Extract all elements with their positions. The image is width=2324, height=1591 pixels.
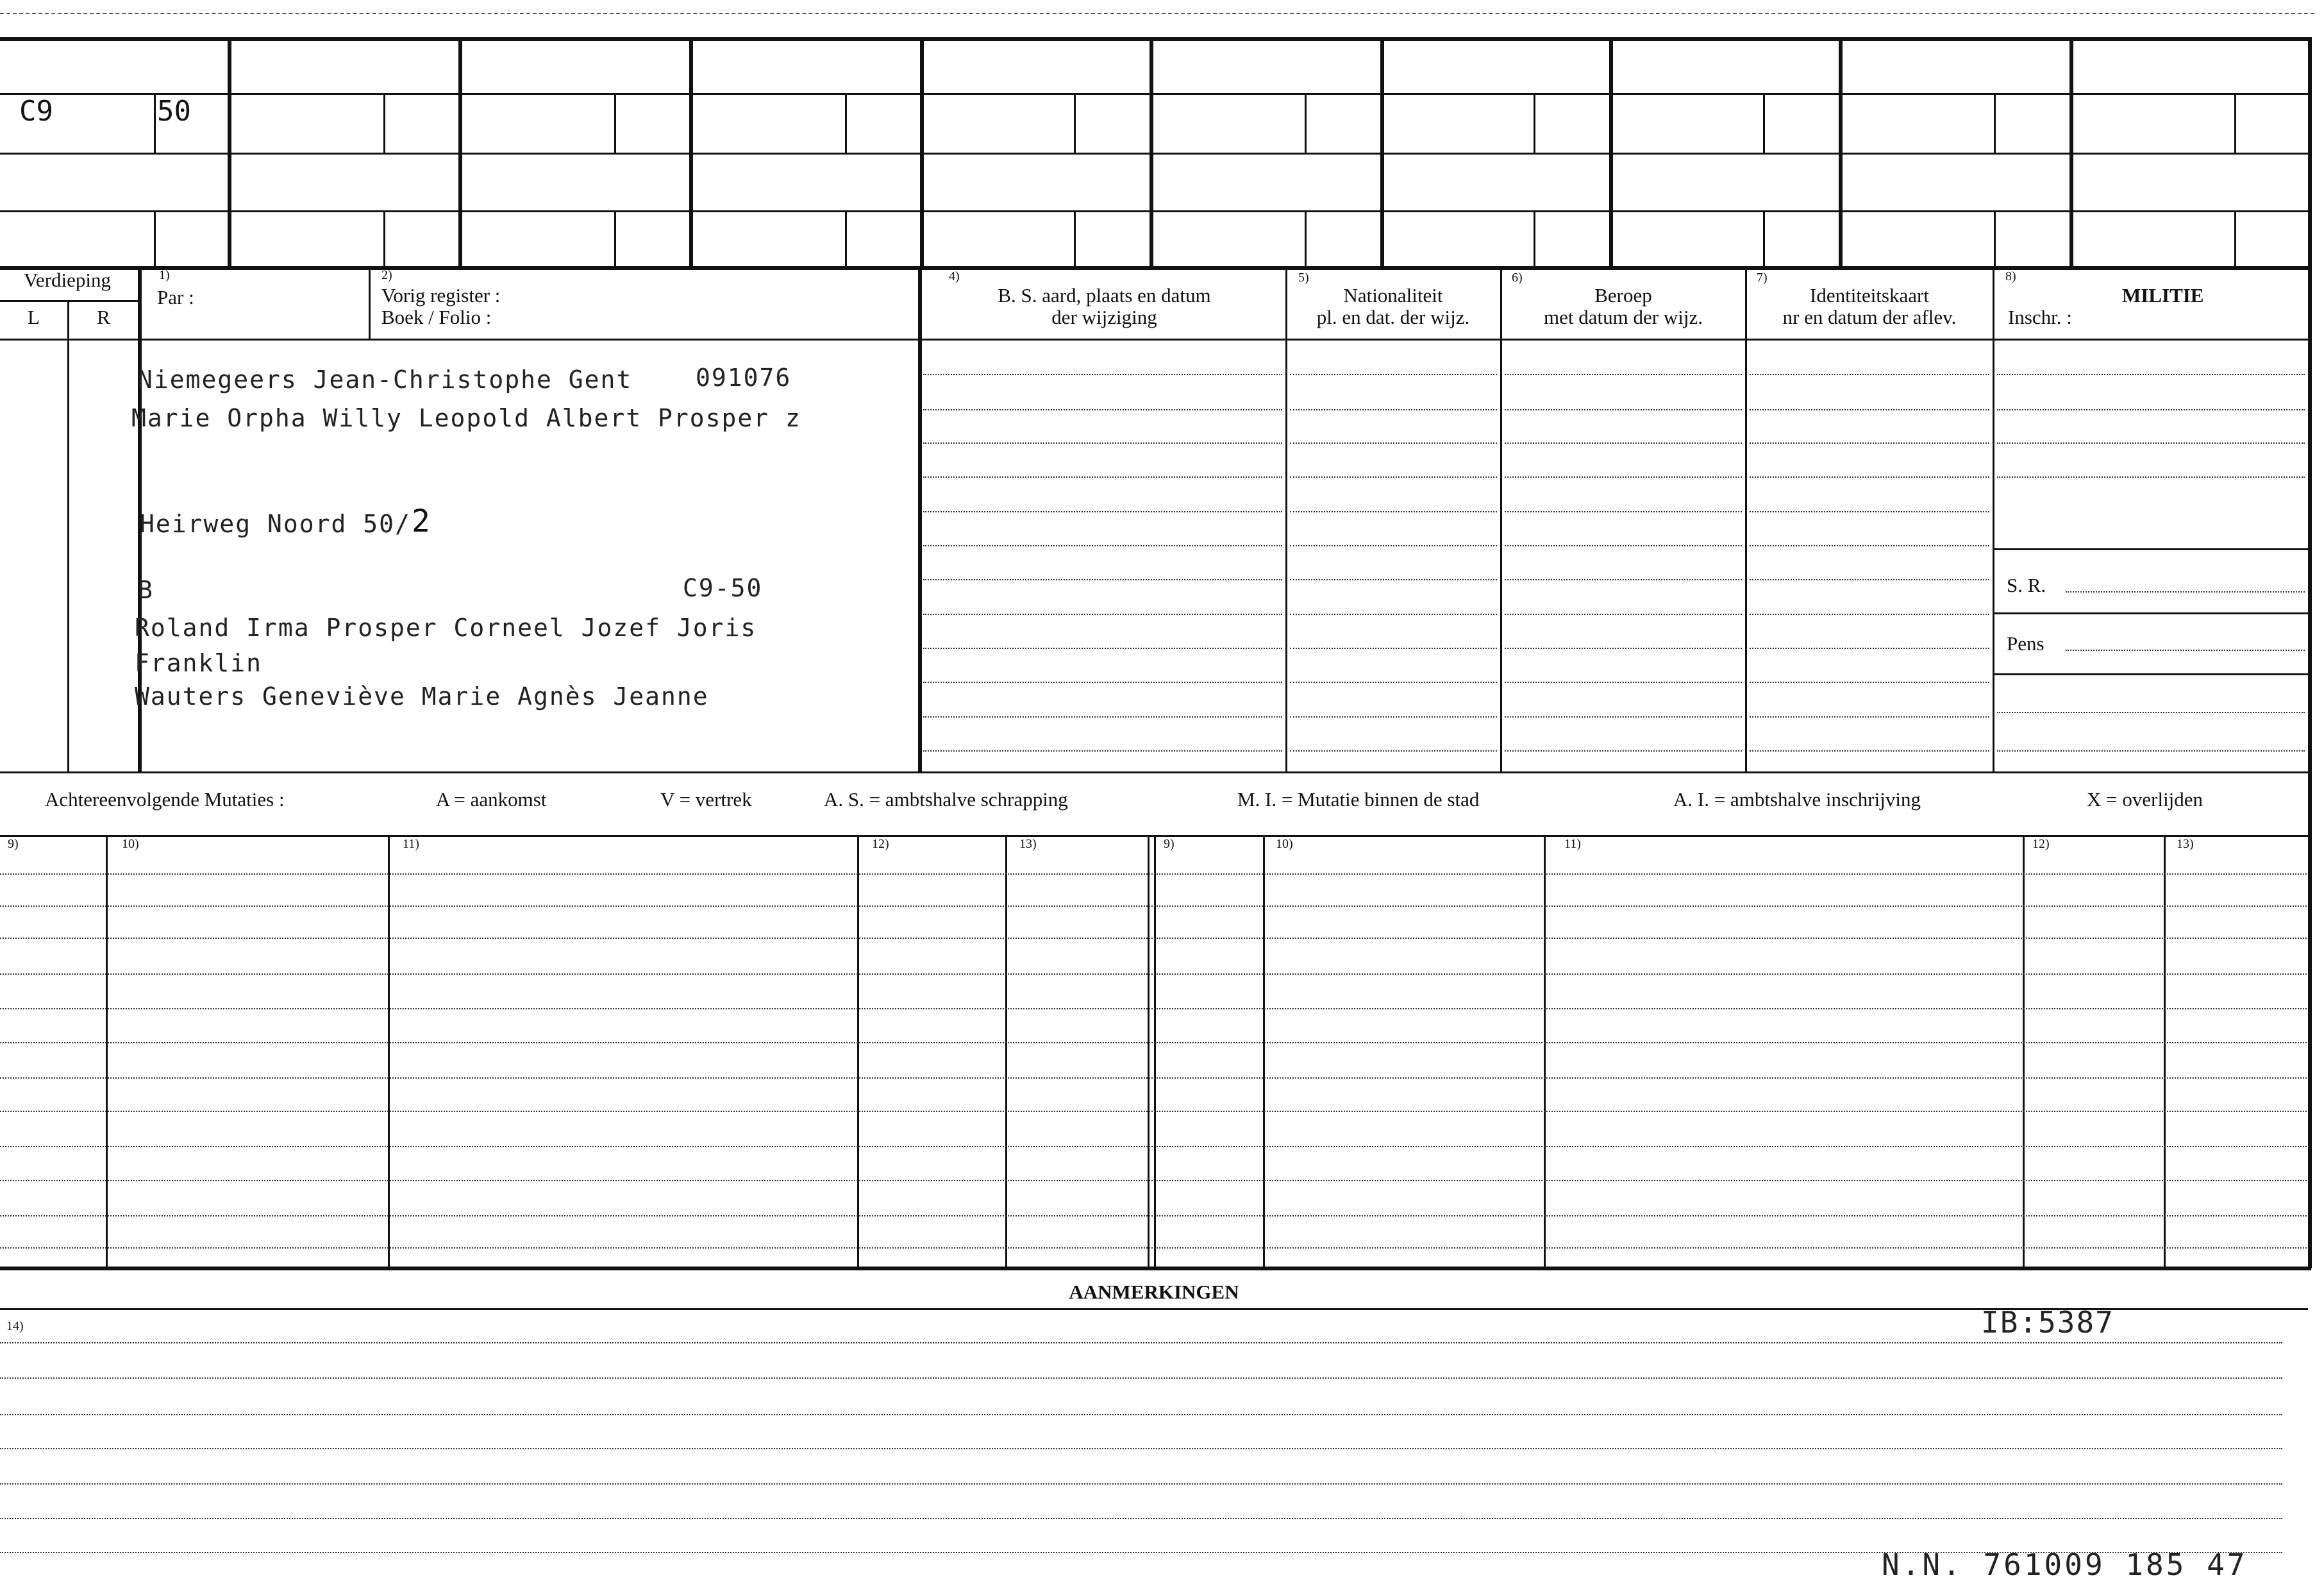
- beroep-label-1: Beroep: [1594, 284, 1652, 307]
- top-grid-subcol: [2234, 93, 2236, 153]
- record-line-1: Niemegeers Jean-Christophe Gent: [138, 366, 633, 394]
- top-grid-col: [920, 37, 924, 268]
- par-vorig-divider: [369, 266, 371, 339]
- top-grid-row-line: [0, 93, 2311, 95]
- id-label-1: Identiteitskaart: [1810, 284, 1929, 307]
- bs-rule: [923, 579, 1282, 580]
- militie-label: MILITIE: [2122, 284, 2204, 307]
- remarks-rule: [0, 1448, 2282, 1449]
- top-grid-col: [1609, 37, 1613, 268]
- nat-rule: [1290, 579, 1497, 580]
- mut-rule: [0, 1180, 2307, 1181]
- nat-rule: [1290, 442, 1497, 444]
- top-grid-subcol: [1534, 210, 1535, 268]
- militie-rule: [1997, 712, 2305, 713]
- col-r-label: R: [97, 306, 110, 328]
- id-rule: [1750, 579, 1989, 580]
- mut-right-11: 11): [1564, 837, 1581, 851]
- nat-rule: [1290, 545, 1497, 546]
- top-grid-col: [228, 37, 231, 268]
- legend-x: X = overlijden: [2087, 788, 2203, 811]
- id-rule: [1750, 682, 1989, 683]
- mut-left-12: 12): [872, 837, 889, 851]
- mut-right-9: 9): [1164, 837, 1175, 851]
- mut-col: [1263, 835, 1265, 1268]
- nat-rule: [1290, 716, 1497, 718]
- mut-left-9: 9): [8, 837, 19, 851]
- bs-label-2: der wijziging: [1051, 306, 1157, 328]
- col-l-label: L: [28, 306, 40, 328]
- top-grid-subcol: [1305, 210, 1307, 268]
- bs-rule: [923, 442, 1282, 444]
- remarks-header-line: [0, 1308, 2308, 1310]
- record-bottom: [0, 771, 2311, 773]
- record-address: Heirweg Noord 50/: [140, 510, 411, 538]
- mut-rule: [0, 1215, 2307, 1216]
- n1: 1): [159, 268, 170, 282]
- mut-rule: [0, 873, 2307, 875]
- top-grid-col: [1839, 37, 1843, 268]
- militie-rule: [1997, 374, 2305, 375]
- beroep-label-2: met datum der wijz.: [1544, 306, 1703, 328]
- id-rule: [1750, 750, 1989, 752]
- top-grid-subcol: [1074, 210, 1076, 268]
- beroep-rule: [1505, 442, 1742, 444]
- nat-rule: [1290, 682, 1497, 683]
- beroep-rule: [1505, 476, 1742, 478]
- verdieping-label: Verdieping: [23, 269, 112, 291]
- par-label: Par :: [157, 286, 194, 308]
- nat-rule: [1290, 476, 1497, 478]
- militie-divider: [1994, 548, 2308, 550]
- mut-rule: [0, 905, 2307, 907]
- sr-rule: [2066, 591, 2305, 593]
- top-grid-col: [2069, 37, 2073, 268]
- block-code: C9: [19, 95, 53, 128]
- mut-rule: [0, 938, 2307, 939]
- beroep-rule: [1505, 614, 1742, 615]
- top-grid-subcol: [154, 93, 156, 153]
- record-father: Roland Irma Prosper Corneel Jozef Joris: [135, 614, 757, 642]
- nat-rule: [1290, 614, 1497, 615]
- beroep-col-left: [1500, 266, 1502, 773]
- beroep-rule: [1505, 511, 1742, 512]
- id-rule: [1750, 545, 1989, 546]
- bs-rule: [923, 682, 1282, 683]
- n14: 14): [6, 1319, 24, 1333]
- top-grid-col: [689, 37, 693, 268]
- mut-right-12: 12): [2032, 837, 2050, 851]
- top-grid-row-line: [0, 153, 2311, 155]
- record-mother: Wauters Geneviève Marie Agnès Jeanne: [135, 682, 709, 711]
- top-grid-subcol: [614, 210, 616, 268]
- top-grid-col: [458, 37, 462, 268]
- mut-rule: [0, 1008, 2307, 1009]
- n6: 6): [1512, 271, 1523, 285]
- mut-left-13: 13): [1019, 837, 1037, 851]
- mut-right-10: 10): [1276, 837, 1293, 851]
- mut-col-double: [1148, 835, 1149, 1268]
- mut-rule: [0, 973, 2307, 975]
- top-grid-subcol: [383, 210, 385, 268]
- beroep-rule: [1505, 716, 1742, 718]
- record-b: B: [138, 576, 154, 604]
- id-rule: [1750, 614, 1989, 615]
- boek-folio-label: Boek / Folio :: [381, 306, 492, 328]
- header-bottom-border: [0, 339, 2311, 341]
- vorig-register-label: Vorig register :: [381, 284, 501, 307]
- bs-rule: [923, 648, 1282, 649]
- beroep-rule: [1505, 579, 1742, 580]
- nat-rule: [1290, 511, 1497, 512]
- verdieping-lr-divider: [67, 300, 69, 771]
- id-rule: [1750, 511, 1989, 512]
- inschr-label: Inschr. :: [2008, 306, 2072, 328]
- top-grid-subcol: [1994, 93, 1996, 153]
- header-top-border: [0, 266, 2311, 270]
- top-grid-subcol: [845, 93, 847, 153]
- mut-col: [388, 835, 390, 1268]
- nat-label-2: pl. en dat. der wijz.: [1316, 306, 1470, 328]
- mut-col: [1005, 835, 1007, 1268]
- mut-col: [2023, 835, 2025, 1268]
- top-grid-subcol: [614, 93, 616, 153]
- remarks-rule: [0, 1414, 2282, 1415]
- mutaties-bottom: [0, 1267, 2311, 1270]
- bs-rule: [923, 476, 1282, 478]
- legend-a: A = aankomst: [436, 788, 547, 811]
- beroep-rule: [1505, 682, 1742, 683]
- militie-divider: [1994, 612, 2308, 614]
- n8: 8): [2005, 269, 2016, 283]
- top-border: [0, 37, 2311, 41]
- beroep-rule: [1505, 409, 1742, 410]
- legend-mi: M. I. = Mutatie binnen de stad: [1237, 788, 1480, 811]
- id-rule: [1750, 409, 1989, 410]
- n5: 5): [1298, 271, 1309, 285]
- house-number: 50: [157, 95, 191, 128]
- nat-label-1: Nationaliteit: [1343, 284, 1443, 307]
- id-rule: [1750, 476, 1989, 478]
- beroep-rule: [1505, 750, 1742, 752]
- top-grid-subcol: [1763, 210, 1765, 268]
- militie-rule: [1997, 409, 2305, 410]
- beroep-rule: [1505, 648, 1742, 649]
- bs-label-1: B. S. aard, plaats en datum: [998, 284, 1211, 307]
- mut-rule: [0, 1042, 2307, 1043]
- remarks-title: AANMERKINGEN: [1069, 1281, 1239, 1303]
- beroep-rule: [1505, 545, 1742, 546]
- militie-rule: [1997, 442, 2305, 444]
- bs-rule: [923, 511, 1282, 512]
- remarks-rule: [0, 1483, 2282, 1485]
- mut-rule: [0, 1146, 2307, 1147]
- bs-rule: [923, 716, 1282, 718]
- top-grid-subcol: [154, 210, 156, 268]
- militie-rule: [1997, 476, 2305, 478]
- militie-divider: [1994, 673, 2308, 675]
- remarks-rule: [0, 1377, 2282, 1379]
- bs-rule: [923, 750, 1282, 752]
- id-col-left: [1745, 266, 1747, 773]
- sr-label: S. R.: [2007, 574, 2046, 596]
- mut-rule: [0, 1077, 2307, 1079]
- top-grid-subcol: [1534, 93, 1535, 153]
- record-father-2: Franklin: [135, 649, 263, 677]
- top-grid-subcol: [1763, 93, 1765, 153]
- top-grid-subcol: [1994, 210, 1996, 268]
- top-grid-row-line: [0, 210, 2311, 212]
- legend-as: A. S. = ambtshalve schrapping: [824, 788, 1068, 811]
- beroep-rule: [1505, 374, 1742, 375]
- top-grid-subcol: [383, 93, 385, 153]
- nat-rule: [1290, 750, 1497, 752]
- top-grid-col: [1149, 37, 1153, 268]
- top-grid-subcol: [2234, 210, 2236, 268]
- top-edge-line: [0, 13, 2314, 14]
- remarks-ib: IB:5387: [1981, 1305, 2114, 1340]
- legend-v: V = vertrek: [660, 788, 752, 811]
- bs-rule: [923, 409, 1282, 410]
- mut-col: [2164, 835, 2166, 1268]
- pens-rule: [2066, 650, 2305, 651]
- n7: 7): [1757, 271, 1768, 285]
- mut-col: [857, 835, 859, 1268]
- nat-rule: [1290, 374, 1497, 375]
- top-grid-subcol: [1074, 93, 1076, 153]
- mutaties-title: Achtereenvolgende Mutaties :: [45, 788, 285, 811]
- record-line-2: Marie Orpha Willy Leopold Albert Prosper z: [131, 404, 801, 432]
- top-grid-subcol: [845, 210, 847, 268]
- pens-label: Pens: [2007, 632, 2044, 655]
- nat-rule: [1290, 648, 1497, 649]
- n4: 4): [949, 269, 960, 283]
- right-border: [2308, 37, 2312, 1268]
- mut-col: [106, 835, 108, 1268]
- id-rule: [1750, 648, 1989, 649]
- mut-rule: [0, 1111, 2307, 1112]
- remarks-rule: [0, 1518, 2282, 1519]
- militie-rule: [1997, 750, 2305, 752]
- bs-rule: [923, 374, 1282, 375]
- id-label-2: nr en datum der aflev.: [1782, 306, 1957, 328]
- bs-rule: [923, 545, 1282, 546]
- record-ref: C9-50: [683, 574, 763, 602]
- mut-right-13: 13): [2177, 837, 2194, 851]
- bs-col-left: [918, 266, 922, 773]
- record-address-hand: 2: [412, 503, 430, 539]
- militie-col-left: [1993, 266, 1994, 773]
- bs-rule: [923, 614, 1282, 615]
- mut-col-double: [1154, 835, 1156, 1268]
- top-grid-subcol: [1305, 93, 1307, 153]
- top-grid-col: [1380, 37, 1384, 268]
- mut-left-11: 11): [403, 837, 419, 851]
- id-rule: [1750, 374, 1989, 375]
- nat-rule: [1290, 409, 1497, 410]
- record-date: 091076: [696, 364, 792, 392]
- legend-ai: A. I. = ambtshalve inschrijving: [1673, 788, 1921, 811]
- mut-left-10: 10): [122, 837, 139, 851]
- mut-col: [1544, 835, 1546, 1268]
- n2: 2): [381, 268, 392, 282]
- id-rule: [1750, 716, 1989, 718]
- footer-nn: N.N. 761009 185 47: [1882, 1547, 2248, 1582]
- remarks-rule: [0, 1342, 2282, 1343]
- nat-col-left: [1285, 266, 1287, 773]
- mut-rule: [0, 1247, 2307, 1249]
- id-rule: [1750, 442, 1989, 444]
